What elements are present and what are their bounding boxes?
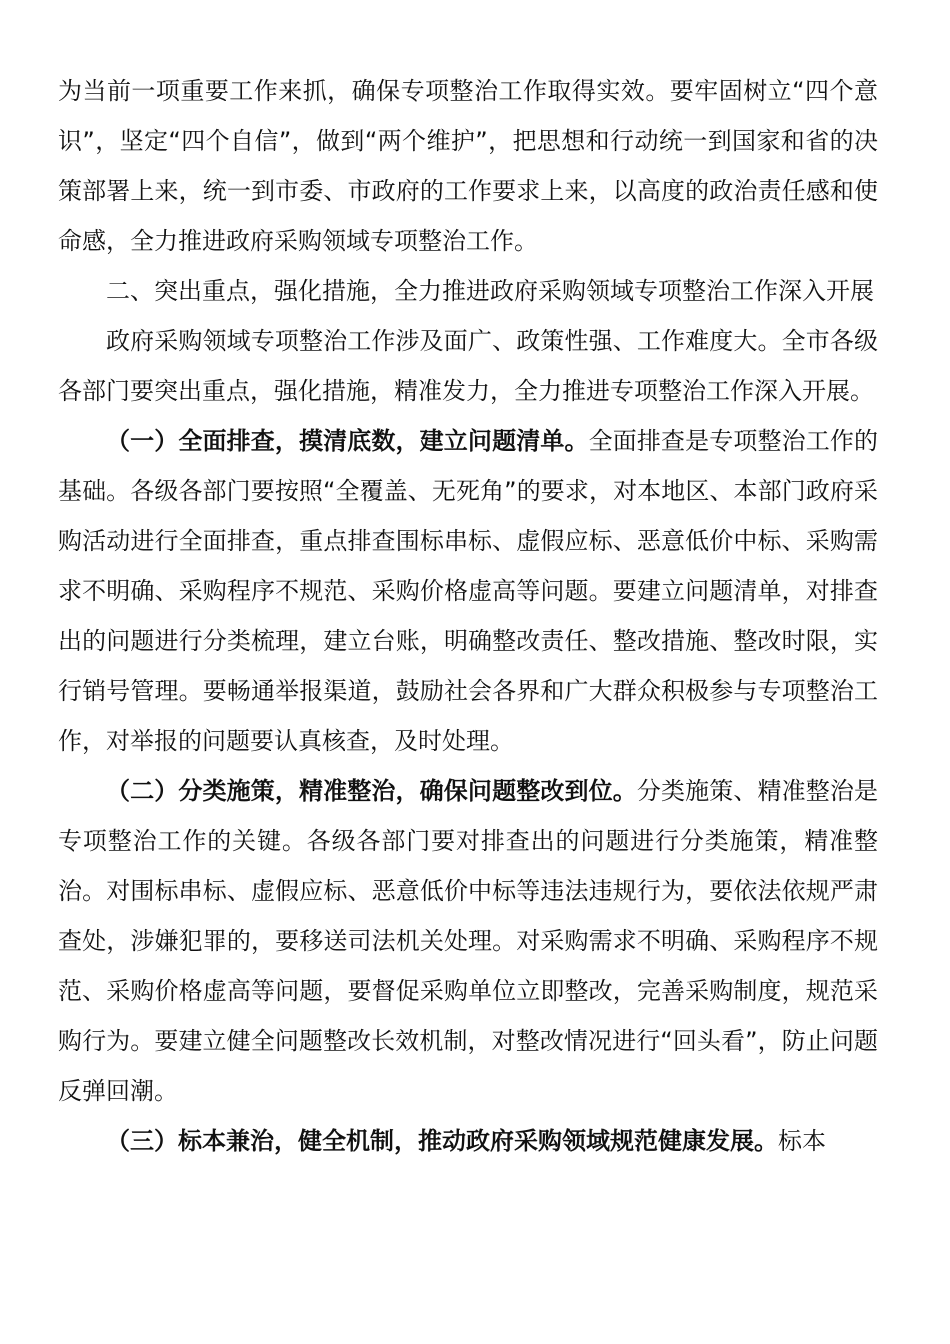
paragraph-lead-in: （二）分类施策，精准整治，确保问题整改到位。 [106,777,637,805]
paragraph-item-three [58,1116,878,1166]
paragraph-text: 政府采购领域专项整治工作涉及面广、政策性强、工作难度大。全市各级各部门要突出重点，强化措施，精准发力，全力推进专项整治工作深入开展。 [58,327,878,405]
paragraph-item-one [58,416,878,766]
paragraph-text: 标本 [778,1127,826,1155]
paragraph-lead-in: （三）标本兼治，健全机制，推动政府采购领域规范健康发展。 [106,1127,778,1155]
paragraph-intro [58,316,878,416]
paragraph-continuation [58,66,878,266]
paragraph-text: 为当前一项重要工作来抓，确保专项整治工作取得实效。要牢固树立“四个意识”，坚定“四个自信”，做到“两个维护”，把思想和行动统一到国家和省的决策部署上来，统一到市委、市政府的工作要求上来，以高度的政治责任感和使命感，全力推进政府采购领域专项整治工作。 [58,77,878,255]
paragraph-text: 分类施策、精准整治是专项整治工作的关键。各级各部门要对排查出的问题进行分类施策，精准整治。对围标串标、虚假应标、恶意低价中标等违法违规行为，要依法依规严肃查处，涉嫌犯罪的，要移送司法机关处理。对采购需求不明确、采购程序不规范、采购价格虚高等问题，要督促采购单位立即整改，完善采购制度，规范采购行为。要建立健全问题整改长效机制，对整改情况进行“回头看”，防止问题反弹回潮。 [58,777,879,1105]
paragraph-lead-in: （一）全面排查，摸清底数，建立问题清单。 [106,427,589,455]
section-heading-text: 二、突出重点，强化措施，全力推进政府采购领域专项整治工作深入开展 [106,277,874,305]
document-body [58,66,878,1166]
paragraph-item-two [58,766,878,1116]
paragraph-text: 全面排查是专项整治工作的基础。各级各部门要按照“全覆盖、无死角”的要求，对本地区、本部门政府采购活动进行全面排查，重点排查围标串标、虚假应标、恶意低价中标、采购需求不明确、采购程序不规范、采购价格虚高等问题。要建立问题清单，对排查出的问题进行分类梳理，建立台账，明确整改责任、整改措施、整改时限，实行销号管理。要畅通举报渠道，鼓励社会各界和广大群众积极参与专项整治工作，对举报的问题要认真核查，及时处理。 [58,427,879,755]
section-heading-two [58,266,878,316]
